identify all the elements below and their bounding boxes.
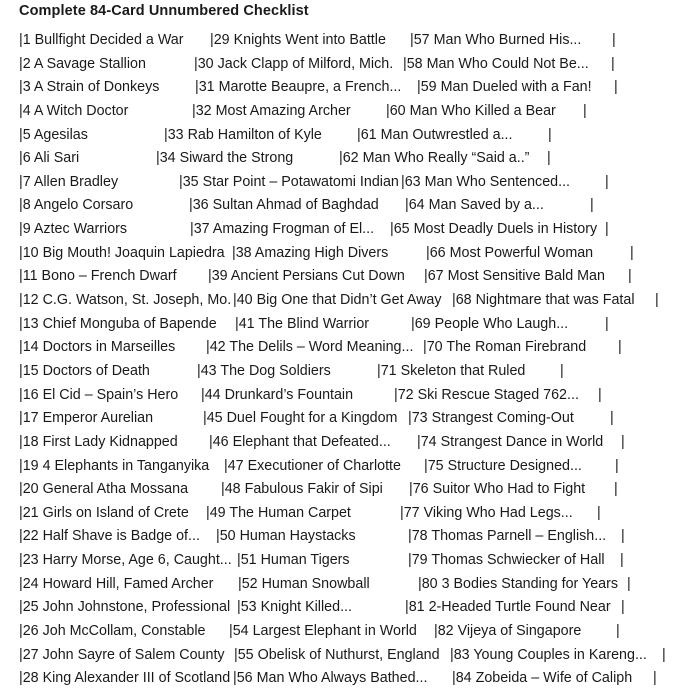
checklist-entry: |52 Human Snowball: [238, 575, 370, 592]
checklist-entry: |59 Man Dueled with a Fan!: [417, 79, 592, 96]
checklist-entry: |68 Nightmare that was Fatal: [452, 292, 635, 309]
row-end-divider: |: [615, 457, 619, 474]
checklist-row: [0, 195, 673, 219]
row-end-divider: |: [598, 386, 602, 403]
checklist-entry: |9 Aztec Warriors: [19, 221, 128, 238]
checklist-entry: |72 Ski Rescue Staged 762...: [394, 386, 579, 403]
checklist-entry: |37 Amazing Frogman of El...: [190, 221, 375, 238]
checklist-entry: |69 People Who Laugh...: [411, 315, 569, 332]
checklist-entry: |29 Knights Went into Battle: [210, 32, 386, 48]
checklist-entry: |78 Thomas Parnell – English...: [408, 528, 607, 545]
checklist-entry: |84 Zobeida – Wife of Caliph: [452, 670, 633, 687]
checklist-entry: |71 Skeleton that Ruled: [377, 362, 526, 379]
checklist-entry: |33 Rab Hamilton of Kyle: [164, 126, 322, 143]
checklist-row: [0, 385, 673, 409]
row-end-divider: |: [616, 623, 620, 640]
checklist-entry: |1 Bullfight Decided a War: [19, 32, 184, 48]
checklist-entry: |2 A Savage Stallion: [19, 55, 146, 72]
checklist-entry: |44 Drunkard’s Fountain: [201, 386, 354, 403]
row-end-divider: |: [653, 670, 657, 687]
checklist-entry: |47 Executioner of Charlotte: [224, 457, 401, 474]
checklist-row: [0, 266, 673, 290]
checklist-entry: |51 Human Tigers: [237, 552, 350, 569]
checklist-entry: |26 Joh McCollam, Constable: [19, 623, 206, 640]
checklist-entry: |24 Howard Hill, Famed Archer: [19, 575, 214, 592]
row-end-divider: |: [630, 244, 634, 261]
row-end-divider: |: [548, 126, 552, 143]
checklist-entry: |58 Man Who Could Not Be...: [403, 55, 589, 72]
checklist-row: [0, 597, 673, 621]
checklist-entry: |56 Man Who Always Bathed...: [233, 670, 428, 687]
checklist-entry: |48 Fabulous Fakir of Sipi: [221, 481, 383, 498]
checklist-entry: |42 The Delils – Word Meaning...: [206, 339, 414, 356]
row-end-divider: |: [560, 362, 564, 379]
checklist-entry: |79 Thomas Schwiecker of Hall: [408, 552, 605, 569]
checklist-entry: |36 Sultan Ahmad of Baghdad: [189, 197, 379, 214]
checklist-entry: |34 Siward the Strong: [156, 150, 294, 167]
checklist-entry: |31 Marotte Beaupre, a French...: [195, 79, 402, 96]
row-end-divider: |: [547, 150, 551, 167]
checklist-entry: |11 Bono – French Dwarf: [19, 268, 177, 285]
checklist-row: [0, 503, 673, 527]
checklist-row: [0, 314, 673, 338]
row-end-divider: |: [590, 197, 594, 214]
checklist-entry: |30 Jack Clapp of Milford, Mich.: [194, 55, 394, 72]
checklist-row: [0, 125, 673, 149]
checklist-entry: |74 Strangest Dance in World: [417, 433, 604, 450]
checklist-entry: |23 Harry Morse, Age 6, Caught...: [19, 552, 232, 569]
checklist-entry: |22 Half Shave is Badge of...: [19, 528, 200, 545]
checklist-entry: |10 Big Mouth! Joaquin Lapiedra: [19, 244, 225, 261]
checklist-row: [0, 645, 673, 669]
checklist-entry: |66 Most Powerful Woman: [426, 244, 594, 261]
checklist-entry: |17 Emperor Aurelian: [19, 410, 154, 427]
checklist-row: [0, 361, 673, 385]
checklist-entry: |80 3 Bodies Standing for Years: [418, 575, 619, 592]
checklist-entry: |45 Duel Fought for a Kingdom: [203, 410, 398, 427]
checklist-entry: |49 The Human Carpet: [206, 504, 351, 521]
checklist-title: Complete 84-Card Unnumbered Checklist: [19, 3, 309, 19]
checklist-row: [0, 668, 673, 692]
checklist-row: [0, 408, 673, 432]
checklist-entry: |65 Most Deadly Duels in History: [390, 221, 598, 238]
row-end-divider: |: [621, 433, 625, 450]
checklist-entry: |28 King Alexander III of Scotland: [19, 670, 231, 687]
checklist-entry: |4 A Witch Doctor: [19, 102, 129, 119]
checklist-entry: |27 John Sayre of Salem County: [19, 646, 225, 663]
checklist-entry: |19 4 Elephants in Tanganyika: [19, 457, 210, 474]
checklist-entry: |40 Big One that Didn’t Get Away: [233, 292, 442, 309]
checklist-entry: |82 Vijeya of Singapore: [434, 623, 582, 640]
checklist-entry: |21 Girls on Island of Crete: [19, 504, 189, 521]
row-end-divider: |: [627, 575, 631, 592]
checklist-entry: |61 Man Outwrestled a...: [357, 126, 513, 143]
checklist-entry: |81 2-Headed Turtle Found Near: [405, 599, 611, 616]
checklist-entry: |77 Viking Who Had Legs...: [400, 504, 573, 521]
checklist-row: [0, 432, 673, 456]
checklist-rows: [0, 30, 673, 692]
checklist-row: [0, 456, 673, 480]
row-end-divider: |: [610, 410, 614, 427]
checklist-entry: |57 Man Who Burned His...: [410, 32, 582, 48]
checklist-entry: |16 El Cid – Spain’s Hero: [19, 386, 179, 403]
row-end-divider: |: [614, 481, 618, 498]
row-end-divider: |: [605, 221, 609, 238]
checklist-entry: |38 Amazing High Divers: [232, 244, 389, 261]
checklist-entry: |32 Most Amazing Archer: [192, 102, 351, 119]
row-end-divider: |: [611, 55, 615, 72]
checklist-entry: |25 John Johnstone, Professional: [19, 599, 231, 616]
checklist-entry: |76 Suitor Who Had to Fight: [409, 481, 586, 498]
row-end-divider: |: [605, 315, 609, 332]
row-end-divider: |: [628, 268, 632, 285]
checklist-row: [0, 337, 673, 361]
checklist-entry: |50 Human Haystacks: [216, 528, 356, 545]
row-end-divider: |: [597, 504, 601, 521]
row-end-divider: |: [621, 528, 625, 545]
checklist-entry: |67 Most Sensitive Bald Man: [424, 268, 605, 285]
row-end-divider: |: [605, 173, 609, 190]
checklist-entry: |8 Angelo Corsaro: [19, 197, 134, 214]
checklist-entry: |14 Doctors in Marseilles: [19, 339, 176, 356]
checklist-entry: |64 Man Saved by a...: [405, 197, 544, 214]
row-end-divider: |: [612, 32, 616, 48]
checklist-entry: |73 Strangest Coming-Out: [408, 410, 574, 427]
checklist-entry: |39 Ancient Persians Cut Down: [208, 268, 405, 285]
checklist-row: [0, 77, 673, 101]
checklist-entry: |55 Obelisk of Nuthurst, England: [234, 646, 440, 663]
row-end-divider: |: [655, 292, 659, 309]
checklist-entry: |6 Ali Sari: [19, 150, 80, 167]
checklist-row: [0, 243, 673, 267]
checklist-entry: |46 Elephant that Defeated...: [209, 433, 391, 450]
checklist-entry: |3 A Strain of Donkeys: [19, 79, 160, 96]
checklist-row: [0, 621, 673, 645]
checklist-row: [0, 290, 673, 314]
checklist-entry: |5 Agesilas: [19, 126, 88, 143]
checklist-entry: |12 C.G. Watson, St. Joseph, Mo.: [19, 292, 232, 309]
checklist-entry: |15 Doctors of Death: [19, 362, 150, 379]
checklist-entry: |18 First Lady Kidnapped: [19, 433, 178, 450]
checklist-row: [0, 101, 673, 125]
row-end-divider: |: [621, 599, 625, 616]
checklist-entry: |41 The Blind Warrior: [235, 315, 370, 332]
checklist-row: [0, 172, 673, 196]
row-end-divider: |: [583, 102, 587, 119]
checklist-row: [0, 574, 673, 598]
checklist-entry: |63 Man Who Sentenced...: [401, 173, 571, 190]
checklist-row: [0, 550, 673, 574]
checklist-entry: |20 General Atha Mossana: [19, 481, 189, 498]
checklist-row: [0, 30, 673, 54]
checklist-entry: |35 Star Point – Potawatomi Indian: [179, 173, 399, 190]
row-end-divider: |: [614, 79, 618, 96]
row-end-divider: |: [620, 552, 624, 569]
checklist-row: [0, 219, 673, 243]
row-end-divider: |: [618, 339, 622, 356]
checklist-row: [0, 526, 673, 550]
checklist-entry: |7 Allen Bradley: [19, 173, 119, 190]
checklist-entry: |60 Man Who Killed a Bear: [386, 102, 556, 119]
checklist-row: [0, 54, 673, 78]
checklist-row: [0, 479, 673, 503]
checklist-entry: |53 Knight Killed...: [237, 599, 352, 616]
checklist-entry: |13 Chief Monguba of Bapende: [19, 315, 217, 332]
checklist-entry: |70 The Roman Firebrand: [423, 339, 587, 356]
checklist-row: [0, 148, 673, 172]
checklist-entry: |83 Young Couples in Kareng...: [450, 646, 647, 663]
checklist-entry: |62 Man Who Really “Said a..”: [339, 150, 530, 167]
checklist-entry: |43 The Dog Soldiers: [197, 362, 331, 379]
checklist-entry: |54 Largest Elephant in World: [229, 623, 417, 640]
checklist-entry: |75 Structure Designed...: [424, 457, 582, 474]
row-end-divider: |: [662, 646, 666, 663]
